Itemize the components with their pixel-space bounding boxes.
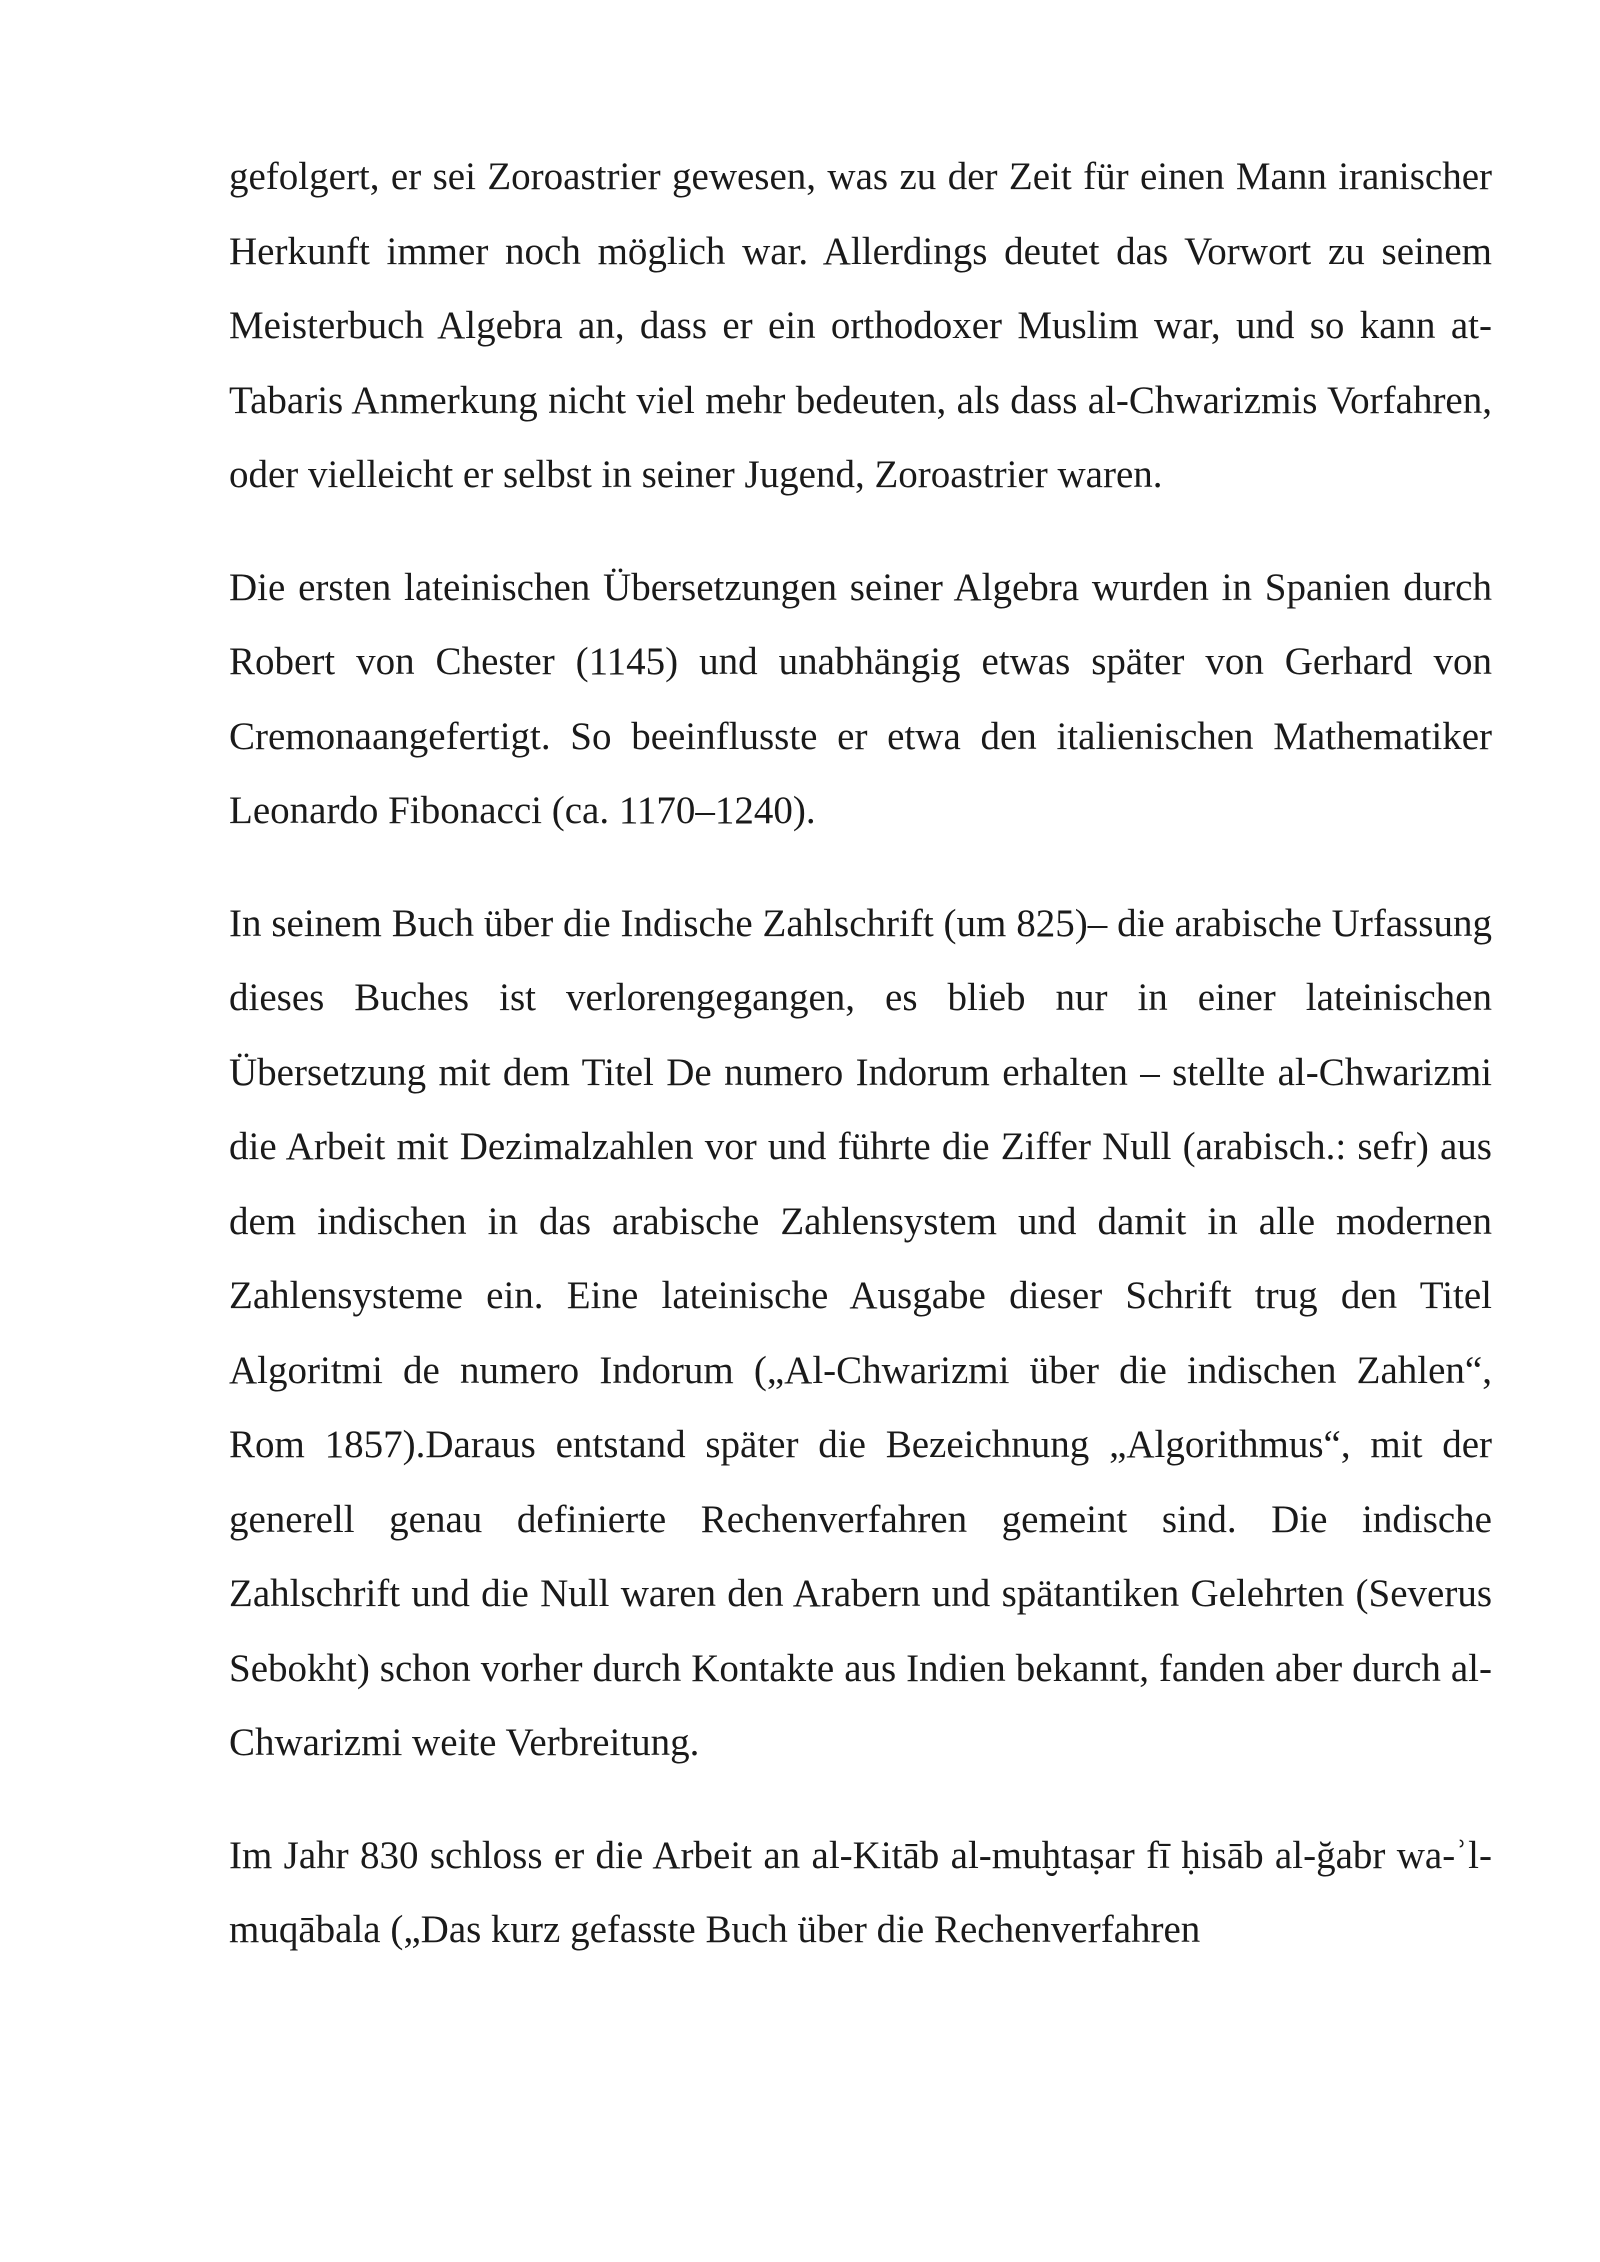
paragraph-zoroastrier: gefolgert, er sei Zoroastrier gewesen, was zu der Zeit für einen Mann iranischer Herkunft immer noch möglich war. Allerdings deutet das Vorwort zu seinem Meisterbuch Algebra an, dass er ein orthodoxer Muslim war, und so kann at-Tabaris Anmerkung nicht viel mehr bedeuten, als dass al-Chwarizmis Vorfahren, oder vielleicht er selbst in seiner Jugend, Zoroastrier waren.	[229, 155, 1492, 496]
paragraph-latin-translations: Die ersten lateinischen Übersetzungen seiner Algebra wurden in Spanien durch Robert von Chester (1145) und unabhängig etwas später von Gerhard von Cremonaangefertigt. So beeinflusste er etwa den italienischen Mathematiker Leonardo Fibonacci (ca. 1170–1240).	[229, 565, 1492, 832]
document-page	[229, 140, 1492, 1968]
paragraph-indian-numerals: In seinem Buch über die Indische Zahlschrift (um 825)– die arabische Urfassung dieses Buches ist verlorengegangen, es blieb nur in einer lateinischen Übersetzung mit dem Titel De numero Indorum erhalten – stellte al-Chwarizmi die Arbeit mit Dezimalzahlen vor und führte die Ziffer Null (arabisch.: sefr) aus dem indischen in das arabische Zahlensystem und damit in alle modernen Zahlensysteme ein. Eine lateinische Ausgabe dieser Schrift trug den Titel Algoritmi de numero Indorum („Al-Chwarizmi über die indischen Zahlen“, Rom 1857).Daraus entstand später die Bezeichnung „Algorithmus“, mit der generell genau definierte Rechenverfahren gemeint sind. Die indische Zahlschrift und die Null waren den Arabern und spätantiken Gelehrten (Severus Sebokht) schon vorher durch Kontakte aus Indien bekannt, fanden aber durch al-Chwarizmi weite Verbreitung.	[229, 901, 1492, 1764]
paragraph-year-830: Im Jahr 830 schloss er die Arbeit an al-Kitāb al-muḫtaṣar fī ḥisāb al-ğabr wa-ʾl-muqābala („Das kurz gefasste Buch über die Rechenverfahren	[229, 1833, 1492, 1951]
